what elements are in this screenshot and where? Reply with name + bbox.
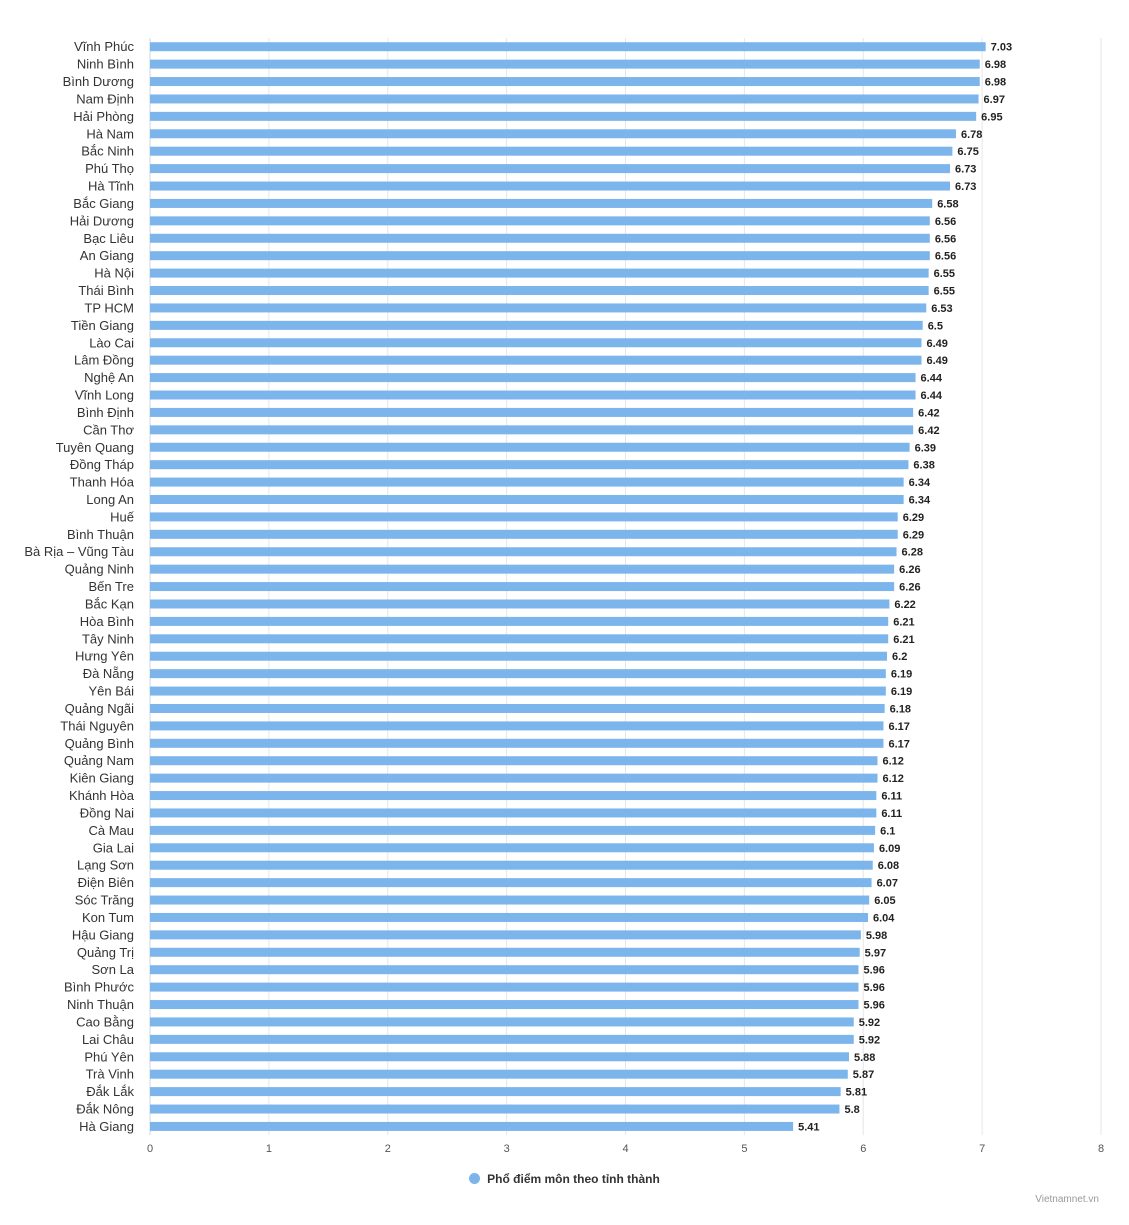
category-label: Long An <box>86 491 134 507</box>
data-label: 5.96 <box>863 999 885 1012</box>
bar[interactable] <box>150 77 980 86</box>
bar[interactable] <box>150 1017 854 1026</box>
data-label: 6.39 <box>914 442 937 455</box>
category-label: Đồng Nai <box>79 805 134 821</box>
category-label: Lạng Sơn <box>77 857 134 873</box>
bar[interactable] <box>150 321 923 330</box>
bar[interactable] <box>150 112 976 121</box>
category-label: Lào Cai <box>89 335 134 351</box>
data-label: 6.21 <box>893 616 915 629</box>
category-label: Quảng Trị <box>76 944 134 960</box>
bar[interactable] <box>150 582 894 591</box>
data-label: 6.08 <box>877 860 900 873</box>
category-label: Tây Ninh <box>81 631 134 647</box>
bar[interactable] <box>150 1070 848 1079</box>
data-label: 6.26 <box>899 581 921 594</box>
data-label: 6.56 <box>934 233 957 246</box>
data-label: 6.11 <box>881 807 903 820</box>
data-label: 6.44 <box>920 372 942 385</box>
bar[interactable] <box>150 565 894 574</box>
bar[interactable] <box>150 756 878 765</box>
bar[interactable] <box>150 478 904 487</box>
category-label: Huế <box>110 509 134 525</box>
x-tick-label: 3 <box>503 1143 510 1156</box>
category-label: Bắc Ninh <box>81 143 134 159</box>
category-label: Bình Dương <box>62 74 134 90</box>
data-label: 6.17 <box>888 720 910 733</box>
category-label: Phú Thọ <box>85 161 134 177</box>
bar[interactable] <box>150 1122 793 1131</box>
data-label: 5.92 <box>858 1016 881 1029</box>
bar[interactable] <box>150 669 886 678</box>
data-label: 6.73 <box>955 181 977 194</box>
bar[interactable] <box>150 1052 849 1061</box>
x-tick-label: 2 <box>384 1143 391 1156</box>
bar[interactable] <box>150 147 952 156</box>
bar[interactable] <box>150 530 898 539</box>
data-label: 6.26 <box>899 564 921 577</box>
category-labels <box>24 39 134 1134</box>
data-label: 6.49 <box>926 337 948 350</box>
data-label: 5.87 <box>852 1069 875 1082</box>
bar[interactable] <box>150 983 858 992</box>
category-label: Bà Rịa – Vũng Tàu <box>24 544 134 560</box>
bar[interactable] <box>150 878 872 887</box>
data-label: 6.19 <box>890 668 913 681</box>
data-label: 6.21 <box>893 633 915 646</box>
category-label: Khánh Hòa <box>68 788 134 804</box>
category-label: Hà Tĩnh <box>87 178 134 194</box>
bar[interactable] <box>150 373 916 382</box>
bar[interactable] <box>150 182 950 191</box>
data-label: 6.58 <box>937 198 959 211</box>
bar[interactable] <box>150 338 921 347</box>
category-label: Hà Nội <box>94 265 134 281</box>
data-label: 5.96 <box>863 982 885 995</box>
bar[interactable] <box>150 896 869 905</box>
bar[interactable] <box>150 164 950 173</box>
legend-marker-icon <box>469 1173 480 1184</box>
legend-label: Phổ điểm môn theo tỉnh thành <box>487 1172 660 1186</box>
data-label: 6.19 <box>890 686 913 699</box>
bar[interactable] <box>150 425 913 434</box>
bar[interactable] <box>150 269 929 278</box>
data-label: 5.41 <box>798 1121 820 1134</box>
category-label: Kiên Giang <box>69 770 134 786</box>
category-label: Ninh Thuận <box>67 997 134 1013</box>
bar[interactable] <box>150 60 980 69</box>
data-label: 6.22 <box>894 598 916 611</box>
data-label: 5.97 <box>864 947 887 960</box>
category-label: Đà Nẵng <box>82 666 134 682</box>
data-label: 6.56 <box>934 215 957 228</box>
bar[interactable] <box>150 1035 854 1044</box>
category-label: Hậu Giang <box>71 927 134 943</box>
data-label: 6.04 <box>873 912 895 925</box>
x-tick-label: 0 <box>146 1143 154 1156</box>
data-label: 6.49 <box>926 355 948 368</box>
category-label: Bình Thuận <box>67 526 134 542</box>
category-label: Thái Bình <box>78 283 134 299</box>
bar[interactable] <box>150 930 861 939</box>
category-label: Bình Định <box>76 404 134 420</box>
bar[interactable] <box>150 460 908 469</box>
bar[interactable] <box>150 687 886 696</box>
bar[interactable] <box>150 303 926 312</box>
category-label: Vĩnh Phúc <box>74 39 134 55</box>
bar[interactable] <box>150 826 875 835</box>
category-label: Cần Thơ <box>83 422 134 438</box>
data-label: 6.56 <box>934 250 957 263</box>
category-label: Quảng Bình <box>64 735 134 751</box>
category-label: Bến Tre <box>88 579 134 595</box>
bar[interactable] <box>150 617 888 626</box>
category-label: Hải Phòng <box>73 108 134 124</box>
category-label: Hà Nam <box>86 126 134 142</box>
legend[interactable] <box>0 1172 1129 1186</box>
category-label: Hải Dương <box>69 213 134 229</box>
credit-label[interactable]: Vietnamnet.vn <box>1035 1194 1099 1205</box>
data-label: 5.8 <box>844 1104 860 1117</box>
data-label: 6.09 <box>878 842 901 855</box>
data-label: 6.42 <box>918 407 940 420</box>
data-label: 6.17 <box>888 738 910 751</box>
bar[interactable] <box>150 234 930 243</box>
category-label: Điện Biên <box>77 875 134 891</box>
bar[interactable] <box>150 721 883 730</box>
category-label: Hưng Yên <box>74 648 134 664</box>
category-label: Bắc Kạn <box>84 596 134 612</box>
bar[interactable] <box>150 913 868 922</box>
bar[interactable] <box>150 634 888 643</box>
data-label: 6.34 <box>908 494 931 507</box>
category-label: TP HCM <box>84 300 134 316</box>
data-label: 6.42 <box>918 424 940 437</box>
category-label: Quảng Ngãi <box>64 700 134 716</box>
bar[interactable] <box>150 94 979 103</box>
bar[interactable] <box>150 547 897 556</box>
category-label: Bình Phước <box>64 979 134 995</box>
bar[interactable] <box>150 251 930 260</box>
x-tick-label: 8 <box>1097 1143 1105 1156</box>
bar[interactable] <box>150 739 883 748</box>
bar[interactable] <box>150 1105 839 1114</box>
data-label: 6.05 <box>874 895 896 908</box>
data-label: 6.95 <box>981 111 1003 124</box>
bar[interactable] <box>150 861 873 870</box>
category-label: Nam Định <box>76 91 134 107</box>
data-label: 6.29 <box>902 511 925 524</box>
category-label: Nghệ An <box>84 370 134 386</box>
category-label: Gia Lai <box>92 840 134 856</box>
data-label: 6.34 <box>908 477 931 490</box>
data-label: 5.98 <box>865 929 888 942</box>
category-label: Trà Vinh <box>85 1066 134 1082</box>
bar[interactable] <box>150 1000 858 1009</box>
data-label: 6.38 <box>913 459 935 472</box>
data-label: 6.12 <box>882 755 904 768</box>
data-label: 6.5 <box>927 320 943 333</box>
data-label: 6.75 <box>957 146 979 159</box>
data-label: 6.12 <box>882 773 904 786</box>
x-tick-label: 1 <box>265 1143 272 1156</box>
category-label: Đắk Lắk <box>86 1084 134 1100</box>
bar[interactable] <box>150 965 858 974</box>
x-tick-label: 7 <box>979 1143 986 1156</box>
x-tick-label: 4 <box>622 1143 629 1156</box>
category-label: Cà Mau <box>88 822 134 838</box>
data-label: 5.96 <box>863 964 885 977</box>
category-label: Yên Bái <box>88 683 134 699</box>
data-label: 6.18 <box>889 703 912 716</box>
data-label: 6.1 <box>880 825 896 838</box>
data-label: 6.28 <box>901 546 923 559</box>
data-label: 6.2 <box>892 651 908 664</box>
category-label: Quảng Nam <box>63 753 134 769</box>
data-label: 6.98 <box>984 59 1007 72</box>
bar[interactable] <box>150 216 930 225</box>
bar[interactable] <box>150 443 910 452</box>
category-label: Vĩnh Long <box>74 387 134 403</box>
bars <box>150 42 986 1134</box>
bar[interactable] <box>150 791 876 800</box>
category-label: Thái Nguyên <box>60 718 134 734</box>
data-label: 5.81 <box>845 1086 868 1099</box>
data-label: 6.55 <box>933 268 956 281</box>
bar[interactable] <box>150 652 887 661</box>
data-label: 5.88 <box>853 1051 876 1064</box>
data-label: 5.92 <box>858 1034 881 1047</box>
category-label: Ninh Bình <box>76 56 134 72</box>
category-label: Lâm Đồng <box>74 352 134 368</box>
bar[interactable] <box>150 495 904 504</box>
bar[interactable] <box>150 286 929 295</box>
x-axis-tick-labels <box>147 1143 1104 1155</box>
bar[interactable] <box>150 808 876 817</box>
data-label: 6.98 <box>984 76 1007 89</box>
x-tick-label: 6 <box>860 1143 867 1156</box>
category-label: Hòa Bình <box>79 613 134 629</box>
bar[interactable] <box>150 948 860 957</box>
data-label: 6.11 <box>881 790 903 803</box>
data-label: 7.03 <box>990 41 1013 54</box>
category-label: Kon Tum <box>81 909 134 925</box>
category-label: Thanh Hóa <box>69 474 134 490</box>
data-label: 6.44 <box>920 390 942 403</box>
data-label: 6.97 <box>983 93 1005 106</box>
category-label: Bạc Liêu <box>83 230 134 246</box>
bar[interactable] <box>150 843 874 852</box>
bar[interactable] <box>150 512 898 521</box>
category-label: Đồng Tháp <box>69 457 134 473</box>
bar[interactable] <box>150 42 986 51</box>
category-label: Sơn La <box>91 962 134 978</box>
data-label: 6.78 <box>960 128 983 141</box>
category-label: Cao Bằng <box>76 1014 134 1030</box>
bar[interactable] <box>150 199 932 208</box>
x-tick-label: 5 <box>741 1143 748 1156</box>
category-label: Tuyên Quang <box>55 439 134 455</box>
bar[interactable] <box>150 704 885 713</box>
category-label: Đắk Nông <box>76 1101 134 1117</box>
category-label: Quảng Ninh <box>64 561 134 577</box>
bar[interactable] <box>150 599 889 608</box>
bar[interactable] <box>150 408 913 417</box>
bar[interactable] <box>150 774 878 783</box>
category-label: Bắc Giang <box>73 195 134 211</box>
bar[interactable] <box>150 391 916 400</box>
data-label: 6.07 <box>876 877 898 890</box>
bar[interactable] <box>150 356 921 365</box>
category-label: Lai Châu <box>81 1031 134 1047</box>
category-label: An Giang <box>79 248 134 264</box>
bar[interactable] <box>150 1087 841 1096</box>
category-label: Phú Yên <box>84 1049 134 1065</box>
category-label: Tiền Giang <box>70 317 134 333</box>
data-label: 6.73 <box>955 163 977 176</box>
data-label: 6.53 <box>931 302 953 315</box>
data-label: 6.29 <box>902 529 925 542</box>
category-label: Hà Giang <box>79 1118 134 1134</box>
bar[interactable] <box>150 129 956 138</box>
data-label: 6.55 <box>933 285 956 298</box>
category-label: Sóc Trăng <box>74 892 134 908</box>
